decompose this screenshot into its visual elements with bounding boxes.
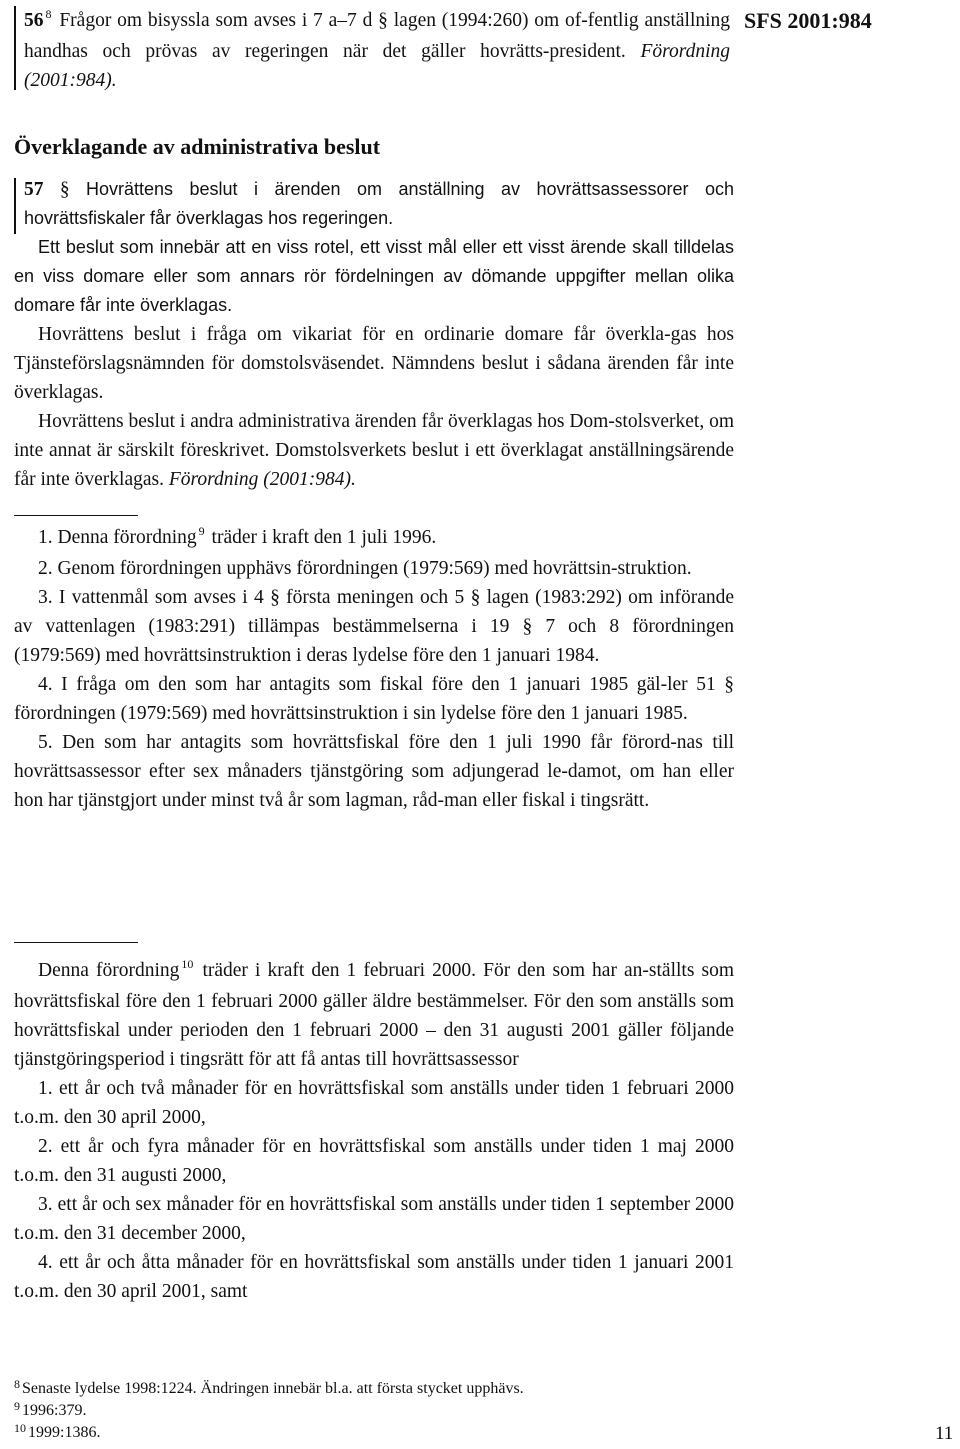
- footnote-text: 1996:379.: [22, 1402, 87, 1419]
- footnote-ref: 9: [198, 524, 205, 538]
- section-heading: Överklagande av administrativa beslut: [14, 134, 381, 159]
- section-number: 56: [24, 10, 44, 31]
- transitional-provisions-2000: [14, 956, 734, 1306]
- provision-item: 1. Denna förordning: [38, 527, 197, 548]
- separator-line: [14, 515, 138, 516]
- transitional-provisions-1996: [14, 523, 734, 815]
- paragraph: Hovrättens beslut i ärenden om anställning av hovrättsassessorer och hovrättsfiskaler får överklagas hos regeringen.: [24, 179, 735, 228]
- section-sign: §: [59, 179, 70, 200]
- section-sign: §: [724, 674, 734, 695]
- section-56: [24, 6, 730, 95]
- provision-item: 5. Den som har antagits som hovrättsfiskal före den 1 juli 1990 får förord-nas till hovrättsassessor efter sex månaders tjänstgöring som adjungerad le-damot, om han eller hon har tjänstgjort under minst två år som lagman, råd-man eller fiskal i tingsrätt.: [14, 732, 734, 811]
- paragraph: Ett beslut som innebär att en viss rotel, ett visst mål eller ett visst ärende skall tilldelas en viss domare eller som annars rör fördelningen av dömande uppgifter mellan olika domare får inte överklagas.: [14, 237, 734, 315]
- footnote: [14, 1400, 734, 1422]
- provision-item: 4. I fråga om den som har antagits som fiskal före den 1 januari 1985 gäl-ler 51: [38, 674, 716, 695]
- section-sign: §: [522, 616, 533, 637]
- footnote-number: 8: [14, 1377, 20, 1391]
- section-57: [24, 175, 734, 233]
- page-number: 11: [935, 1423, 954, 1444]
- footnote-text: Senaste lydelse 1998:1224. Ändringen innebär bl.a. att första stycket upphävs.: [22, 1380, 524, 1397]
- provision-item: 3. I vattenmål som avses i 4: [38, 587, 264, 608]
- provision-item: 2. ett år och fyra månader för en hovrättsfiskal som anställs under tiden 1 maj 2000 t.o.m. den 31 augusti 2000,: [14, 1136, 734, 1186]
- section-number: 57: [24, 179, 44, 200]
- provision-item: första meningen och 5: [286, 587, 465, 608]
- section-sign: §: [270, 587, 280, 608]
- change-bar: [14, 178, 16, 234]
- footnote-number: 9: [14, 1399, 20, 1413]
- footnote-text: 1999:1386.: [28, 1424, 101, 1441]
- footnote: [14, 1422, 734, 1444]
- ordinance-ref: Förordning (2001:984).: [24, 41, 730, 91]
- separator-line: [14, 942, 138, 943]
- paragraph: Hovrättens beslut i fråga om vikariat för en ordinarie domare får överkla-gas hos Tjänsteförslagsnämnden för domstolsväsendet. Nämndens beslut i sådana ärenden får inte överklagas.: [14, 324, 734, 403]
- section-text: lagen (1994:260) om of-fentlig anställning handhas och prövas av regeringen när det gäller hovrätts-president.: [24, 10, 731, 62]
- footnote-ref: 10: [181, 957, 194, 971]
- footnotes: [14, 1378, 734, 1444]
- provision-item: 2. Genom förordningen upphävs förordningen (1979:569) med hovrättsin-struktion.: [38, 558, 692, 579]
- provision-item: träder i kraft den 1 juli 1996.: [211, 527, 437, 548]
- paragraph: träder i kraft den 1 februari 2000. För den som har an-ställts som hovrättsfiskal före den 1 februari 2000 gäller äldre bestämmelser. För den som anställs som hovrättsfiskal under perioden den 1 februari 2000 – den 31 augusti 2001 gäller följande tjänstgöringsperiod i tingsrätt för att få antas till hovrättsassessor: [14, 960, 734, 1070]
- provision-item: lagen (1983:292) om införande av vattenlagen (1983:291) tillämpas bestämmelserna i 19: [14, 587, 735, 637]
- sfs-number: SFS 2001:984: [744, 8, 872, 33]
- paragraph: Hovrättens beslut i andra administrativa ärenden får överklagas hos Dom-stolsverket, om inte annat är särskilt föreskrivet. Domstolsverkets beslut i ett överklagat anställningsärende får inte överklagas.: [14, 411, 734, 490]
- section-57-body: [14, 233, 734, 494]
- ordinance-ref: Förordning (2001:984).: [168, 469, 356, 490]
- section-text: Frågor om bisyssla som avses i 7 a–7 d: [59, 10, 373, 31]
- section-sign: §: [378, 10, 388, 31]
- paragraph: Denna förordning: [38, 960, 180, 981]
- footnote: [14, 1378, 734, 1400]
- footnote-ref: 8: [45, 7, 52, 21]
- provision-item: 1. ett år och två månader för en hovrättsfiskal som anställs under tiden 1 februari 2000 t.o.m. den 30 april 2000,: [14, 1078, 734, 1128]
- section-sign: §: [470, 587, 481, 608]
- provision-item: förordningen (1979:569) med hovrättsinstruktion i sin lydelse före den 1 januari 1985.: [14, 703, 688, 724]
- provision-item: 7 och 8 förordningen (1979:569) med hovrättsinstruktion i deras lydelse före den 1 januari 1984.: [14, 616, 734, 666]
- change-bar: [14, 6, 16, 90]
- provision-item: 4. ett år och åtta månader för en hovrättsfiskal som anställs under tiden 1 januari 2001 t.o.m. den 30 april 2001, samt: [14, 1252, 734, 1302]
- footnote-number: 10: [14, 1421, 26, 1435]
- provision-item: 3. ett år och sex månader för en hovrättsfiskal som anställs under tiden 1 september 2000 t.o.m. den 31 december 2000,: [14, 1194, 734, 1244]
